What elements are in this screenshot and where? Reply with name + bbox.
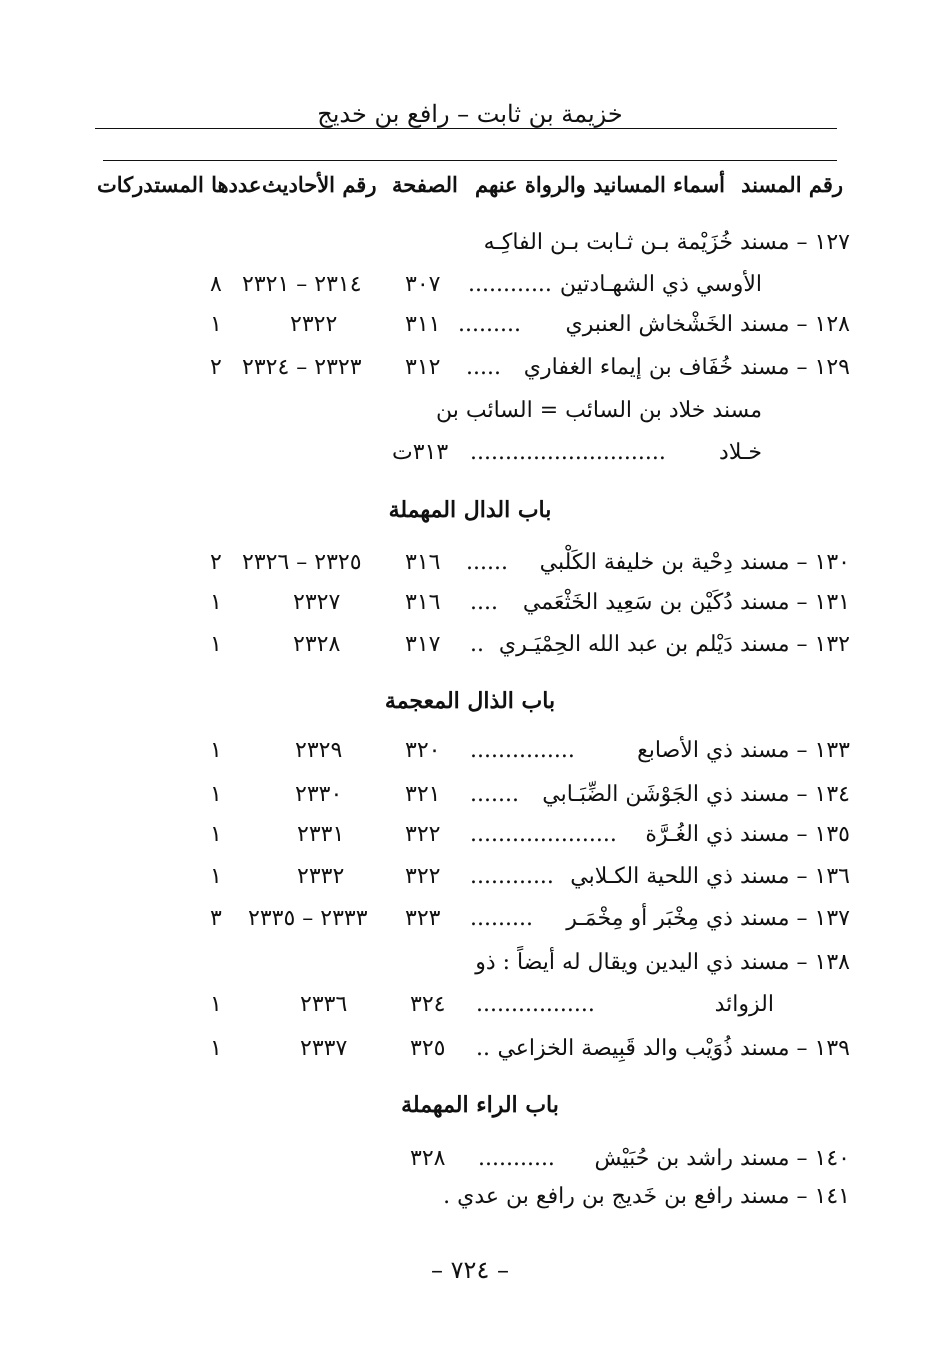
col-page: الصفحة: [392, 172, 458, 197]
leader-dots: ............: [468, 272, 552, 297]
page-number: ٣٠٧: [405, 272, 441, 297]
leader-dots: ............................: [470, 440, 666, 465]
hadith-count: ١: [210, 822, 222, 847]
entry-name: ١٤١ – مسند رافع بن خَديج بن رافع بن عدي .: [443, 1184, 850, 1209]
entry-name: الزوائد: [714, 992, 774, 1017]
entry-khallad-line1: [0, 398, 940, 438]
entry-name: ١٣٢ – مسند دَيْلم بن عبد الله الحِمْيَـري: [498, 632, 850, 657]
leader-dots: .......: [470, 782, 519, 807]
page-number: ٣٢٠: [405, 738, 441, 763]
entry-name: ١٢٧ – مسند خُزَيْمة بـن ثـابت بـن الفاكِـه: [483, 230, 850, 255]
entry-140: [0, 1146, 940, 1186]
hadith-count: ١: [210, 1036, 222, 1061]
col-count: عددها المستدركات: [97, 172, 262, 197]
page-number: ٣١٧: [405, 632, 441, 657]
page-number: ٣٢٢: [405, 864, 441, 889]
entry-name: ١٤٠ – مسند راشد بن حُبَيْش: [594, 1146, 850, 1171]
hadith-numbers: ٢٣٣٠: [295, 782, 343, 807]
entry-131: [0, 590, 940, 630]
section-title-ra: باب الراء المهملة: [401, 1092, 559, 1118]
entry-name: ١٣٠ – مسند دِحْية بن خليفة الكَلْبي: [539, 550, 850, 575]
entry-name: ١٣٥ – مسند ذي الغُـرَّة: [645, 822, 850, 847]
entry-khallad-line2: [0, 440, 940, 480]
entry-138-line1: [0, 950, 940, 990]
entry-127-line2: [0, 272, 940, 312]
leader-dots: .....: [466, 355, 501, 380]
hadith-numbers: ٢٣١٤ – ٢٣٢١: [242, 272, 362, 297]
hadith-numbers: ٢٣٢٢: [290, 312, 338, 337]
page-number: ٣١٣ت: [392, 440, 449, 465]
hadith-count: ١: [210, 738, 222, 763]
leader-dots: .........: [470, 906, 533, 931]
leader-dots: ...........: [478, 1146, 555, 1171]
leader-dots: .....................: [470, 822, 617, 847]
hadith-numbers: ٢٣٣٣ – ٢٣٣٥: [248, 906, 368, 931]
leader-dots: ..: [470, 632, 484, 657]
entry-128: [0, 312, 940, 352]
hadith-numbers: ٢٣٣١: [297, 822, 345, 847]
leader-dots: ...............: [470, 738, 575, 763]
entry-name: خـلاد: [719, 440, 762, 465]
entry-134: [0, 782, 940, 822]
hadith-count: ٣: [210, 906, 222, 931]
header-rule-bottom: [103, 160, 837, 161]
page-number: ٣١١: [405, 312, 441, 337]
page-number: ٣٢٥: [410, 1036, 446, 1061]
leader-dots: ............: [470, 864, 554, 889]
hadith-numbers: ٢٣٢٩: [295, 738, 343, 763]
entry-name: ١٣١ – مسند دُكَيْن بن سَعِيد الخَثْعَمي: [522, 590, 850, 615]
col-hadith-nos: رقم الأحاديث: [262, 172, 377, 197]
leader-dots: .........: [458, 312, 521, 337]
hadith-numbers: ٢٣٣٢: [297, 864, 345, 889]
leader-dots: .................: [476, 992, 595, 1017]
leader-dots: ..: [476, 1036, 490, 1061]
page-number: ٣١٦: [405, 590, 441, 615]
page-number: ٣٢٨: [410, 1146, 446, 1171]
hadith-count: ١: [210, 992, 222, 1017]
running-header: خزيمة بن ثابت – رافع بن خديج: [317, 100, 623, 128]
entry-name: ١٢٩ – مسند خُفَاف بن إيماء الغفاري: [523, 355, 850, 380]
page-number: ٣١٢: [405, 355, 441, 380]
hadith-numbers: ٢٣٢٧: [293, 590, 341, 615]
hadith-numbers: ٢٣٣٧: [300, 1036, 348, 1061]
hadith-count: ١: [210, 312, 222, 337]
hadith-numbers: ٢٣٣٦: [300, 992, 348, 1017]
entry-name: ١٣٧ – مسند ذي مِخْبَر أو مِخْمَـر: [566, 906, 850, 931]
entry-130: [0, 550, 940, 590]
entry-138-line2: [0, 992, 940, 1032]
header-rule-top: [95, 128, 837, 129]
entry-135: [0, 822, 940, 862]
entry-141: [0, 1184, 940, 1224]
col-musnad-no: رقم المسند: [741, 172, 843, 197]
page-number: ٣٢١: [405, 782, 441, 807]
leader-dots: ......: [466, 550, 508, 575]
page-number-footer: – ٧٢٤ –: [431, 1256, 509, 1284]
section-title-dal: باب الدال المهملة: [388, 497, 552, 523]
entry-name: ١٣٦ – مسند ذي اللحية الكـلابي: [570, 864, 850, 889]
entry-129: [0, 355, 940, 395]
leader-dots: ....: [470, 590, 498, 615]
entry-name: مسند خلاد بن السائب = السائب بن: [436, 398, 762, 423]
hadith-count: ٢: [210, 355, 222, 380]
hadith-numbers: ٢٣٢٨: [293, 632, 341, 657]
entry-137: [0, 906, 940, 946]
entry-name: ١٣٤ – مسند ذي الجَوْشَن الضِّبَـابي: [542, 782, 850, 807]
hadith-count: ٢: [210, 550, 222, 575]
entry-127-line1: [0, 230, 940, 270]
hadith-count: ١: [210, 864, 222, 889]
page-number: ٣١٦: [405, 550, 441, 575]
entry-name: ١٣٨ – مسند ذي اليدين ويقال له أيضاً : ذو: [475, 950, 850, 975]
hadith-count: ١: [210, 632, 222, 657]
entry-name: ١٢٨ – مسند الخَشْخاش العنبري: [565, 312, 850, 337]
page-number: ٣٢٢: [405, 822, 441, 847]
entry-133: [0, 738, 940, 778]
page-number: ٣٢٤: [410, 992, 446, 1017]
page-number: ٣٢٣: [405, 906, 441, 931]
hadith-numbers: ٢٣٢٣ – ٢٣٢٤: [242, 355, 362, 380]
hadith-count: ٨: [210, 272, 222, 297]
col-names: أسماء المسانيد والرواة عنهم: [475, 172, 725, 197]
entry-136: [0, 864, 940, 904]
hadith-count: ١: [210, 782, 222, 807]
hadith-numbers: ٢٣٢٥ – ٢٣٢٦: [242, 550, 362, 575]
section-title-dhal: باب الذال المعجمة: [384, 688, 556, 714]
hadith-count: ١: [210, 590, 222, 615]
entry-name: ١٣٩ – مسند ذُوَيْب والد قَبِيصة الخزاعي: [497, 1036, 850, 1061]
entry-name: الأوسي ذي الشهـادتين: [559, 272, 762, 297]
entry-132: [0, 632, 940, 672]
entry-name: ١٣٣ – مسند ذي الأصابع: [637, 738, 850, 763]
entry-139: [0, 1036, 940, 1076]
